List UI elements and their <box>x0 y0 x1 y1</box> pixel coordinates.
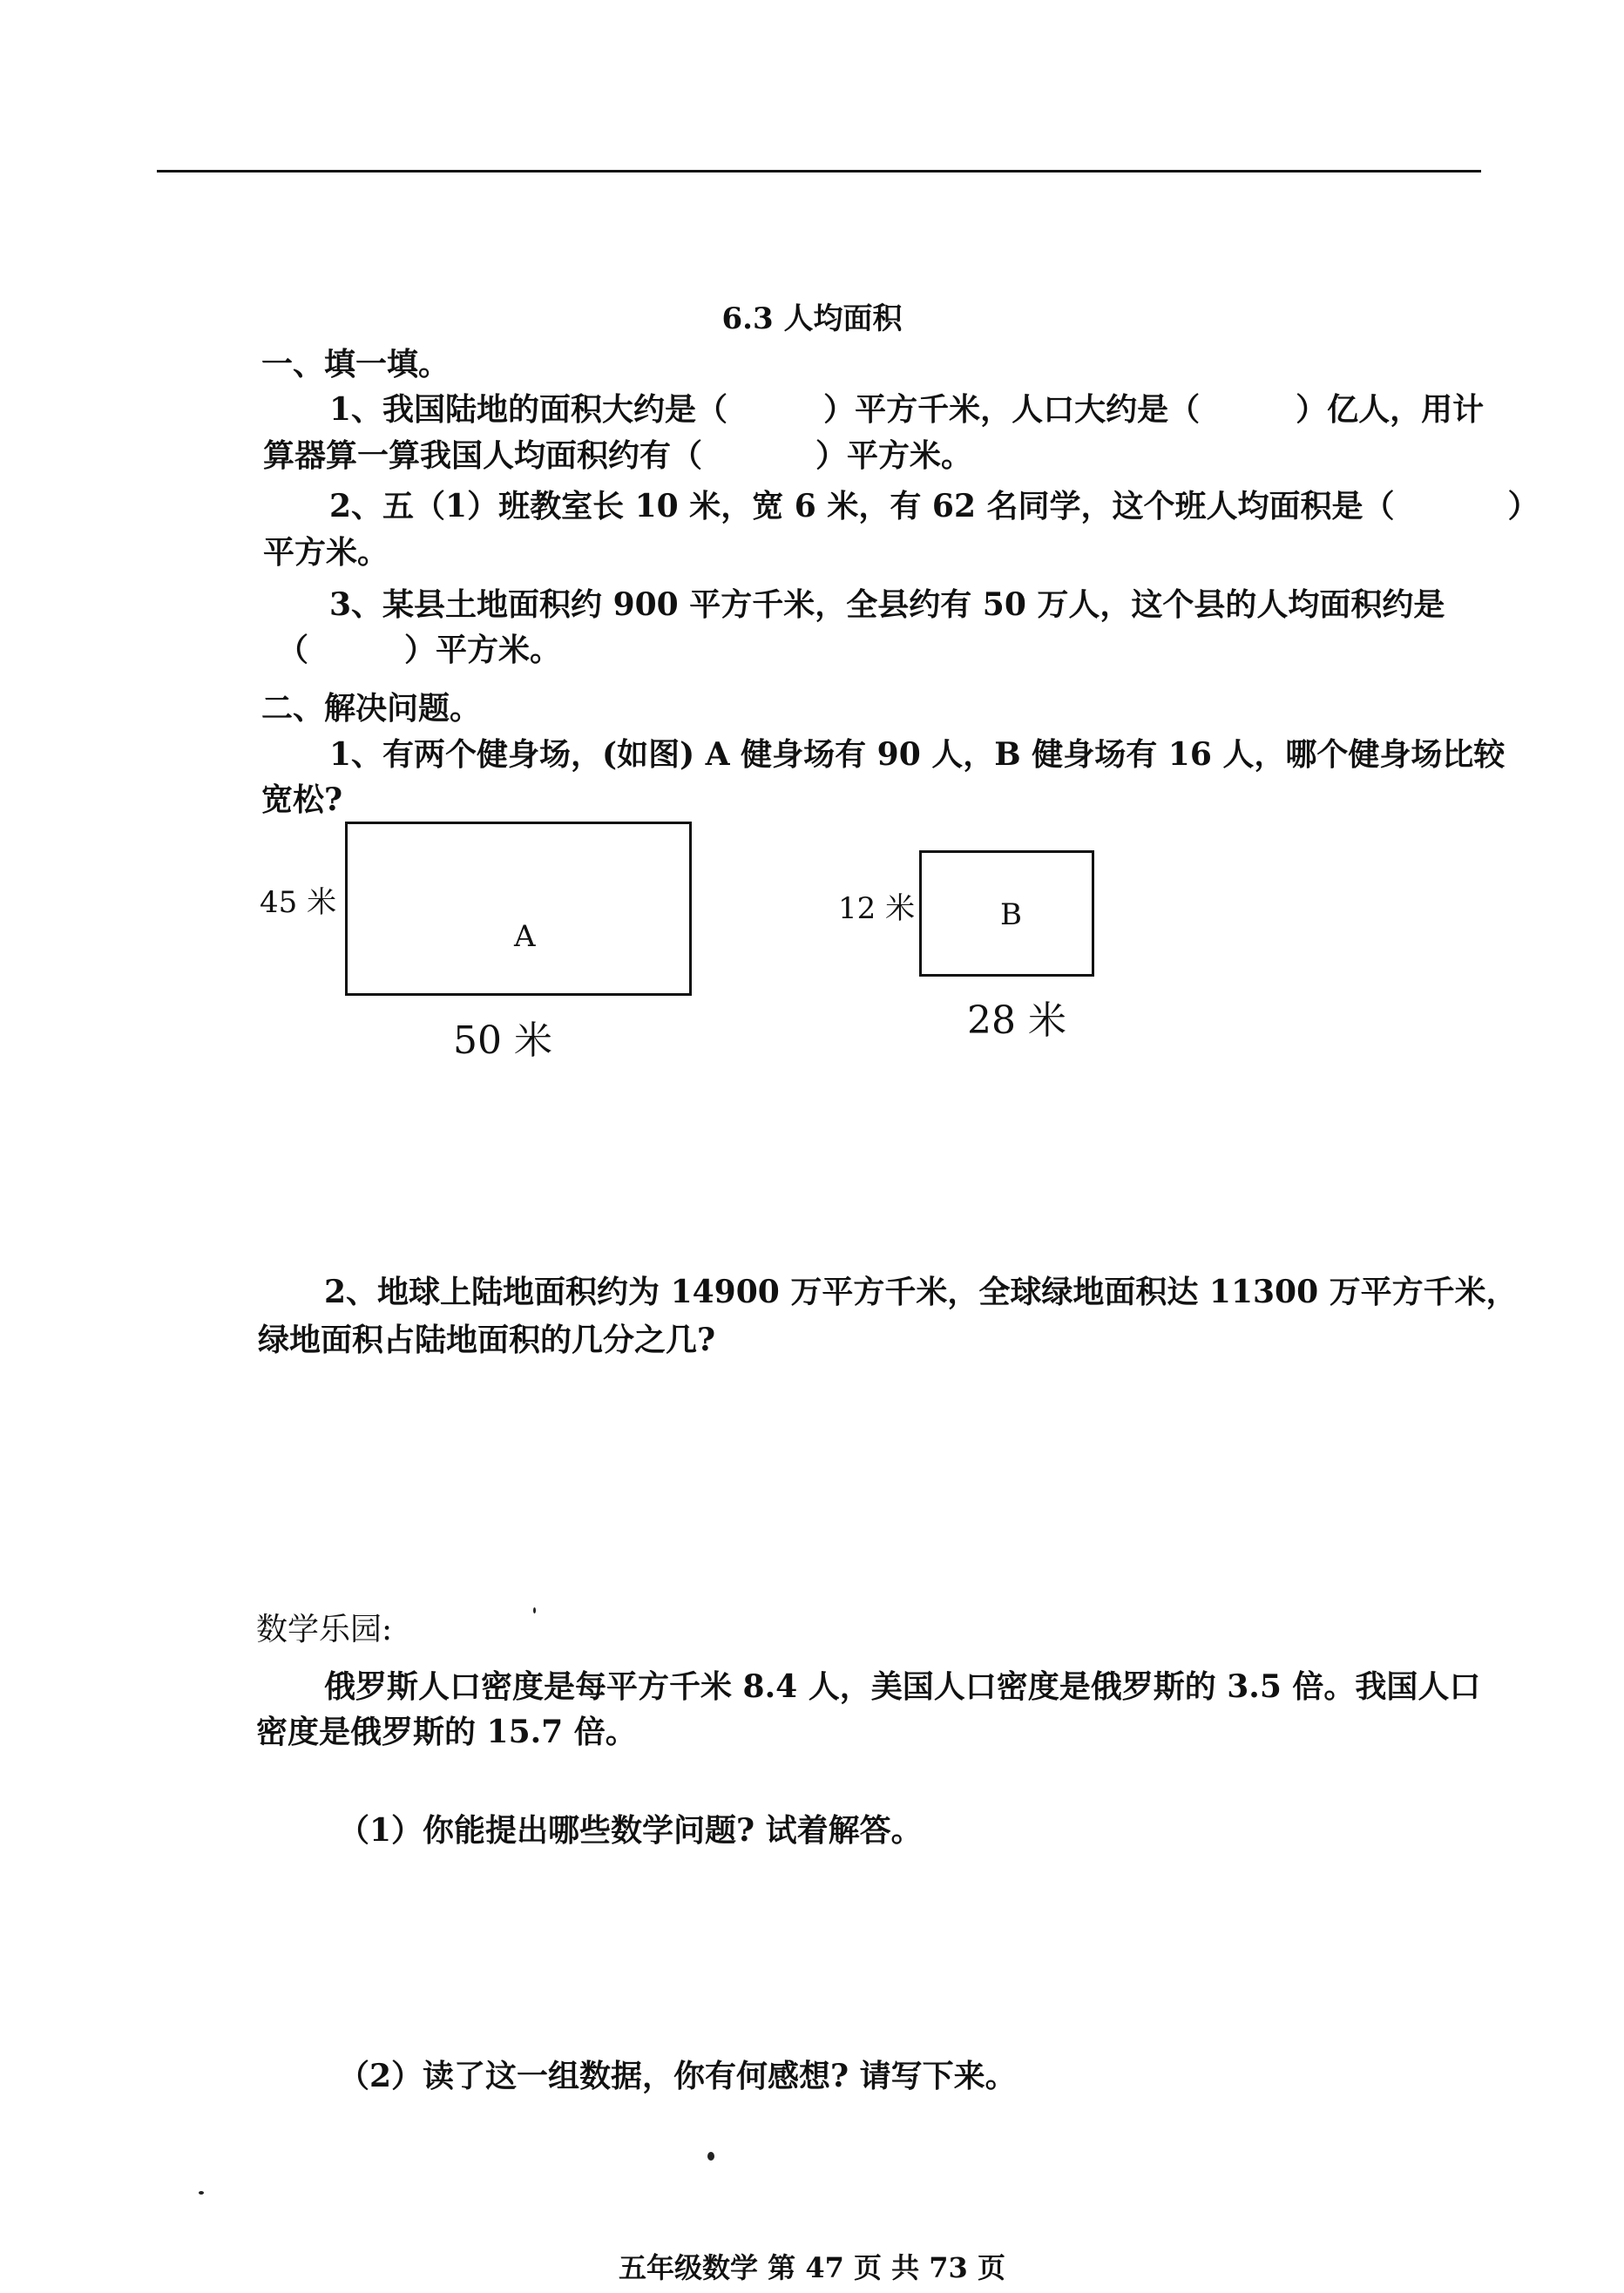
math-garden-q1: （1）你能提出哪些数学问题? 试着解答。 <box>338 1812 923 1849</box>
math-garden-para-line1: 俄罗斯人口密度是每平方千米 8.4 人，美国人口密度是俄罗斯的 3.5 倍。我国人口 <box>324 1668 1481 1705</box>
s1-q1-text-d: 算器算一算我国人均面积约有（ <box>263 437 703 474</box>
s1-q1-text-e: ）平方米。 <box>815 437 973 474</box>
s1-q3-line1: 3、某县土地面积约 900 平方千米，全县约有 50 万人，这个县的人均面积约是 <box>329 586 1445 623</box>
s1-q3-text-a: （ <box>277 632 309 668</box>
s1-q1-text-c: ）亿人，用计 <box>1296 391 1485 428</box>
scan-speck <box>533 1607 536 1613</box>
s1-q1-line1 <box>329 391 1485 428</box>
s2-q1-line1: 1、有两个健身场，(如图) A 健身场有 90 人，B 健身场有 16 人，哪个健身场比较 <box>329 736 1506 773</box>
s1-q2-line1 <box>329 490 1539 522</box>
s1-q1-text-b: ）平方千米，人口大约是（ <box>823 391 1201 428</box>
s2-q2-line2: 绿地面积占陆地面积的几分之几? <box>258 1322 716 1358</box>
s1-q3-text-b: ）平方米。 <box>404 632 562 668</box>
s1-q2-text-a: 2、五（1）班教室长 10 米，宽 6 米，有 62 名同学，这个班人均面积是（ <box>329 488 1395 524</box>
s1-q2-line2: 平方米。 <box>263 534 389 571</box>
scan-speck <box>707 2152 714 2161</box>
math-garden-heading: 数学乐园: <box>256 1612 393 1647</box>
s1-q3-line2 <box>277 634 561 666</box>
page-footer: 五年级数学 第 47 页 共 73 页 <box>619 2251 1005 2284</box>
math-garden-para-line2: 密度是俄罗斯的 15.7 倍。 <box>256 1714 637 1750</box>
scan-speck <box>199 2191 204 2195</box>
page-title: 6.3 人均面积 <box>721 301 903 336</box>
s2-q2-line1: 2、地球上陆地面积约为 14900 万平方千米，全球绿地面积达 11300 万平方千米， <box>324 1274 1518 1310</box>
section1-heading: 一、填一填。 <box>261 346 450 382</box>
field-a-rectangle <box>345 822 692 996</box>
s1-q2-text-b: ） <box>1507 488 1539 524</box>
field-a-bottom-label: 50 米 <box>453 1018 552 1063</box>
field-b-bottom-label: 28 米 <box>967 998 1066 1043</box>
s1-q1-text-a: 1、我国陆地的面积大约是（ <box>329 391 728 428</box>
field-b-side-label: 12 米 <box>838 891 916 926</box>
header-rule <box>157 170 1481 172</box>
s2-q1-line2: 宽松? <box>261 781 343 818</box>
field-b-label: B <box>1000 897 1022 932</box>
field-a-side-label: 45 米 <box>260 885 337 920</box>
math-garden-q2: （2）读了这一组数据，你有何感想? 请写下来。 <box>338 2058 1017 2094</box>
s1-q1-line2 <box>263 437 973 474</box>
field-a-label: A <box>514 919 536 954</box>
section2-heading: 二、解决问题。 <box>261 690 482 727</box>
